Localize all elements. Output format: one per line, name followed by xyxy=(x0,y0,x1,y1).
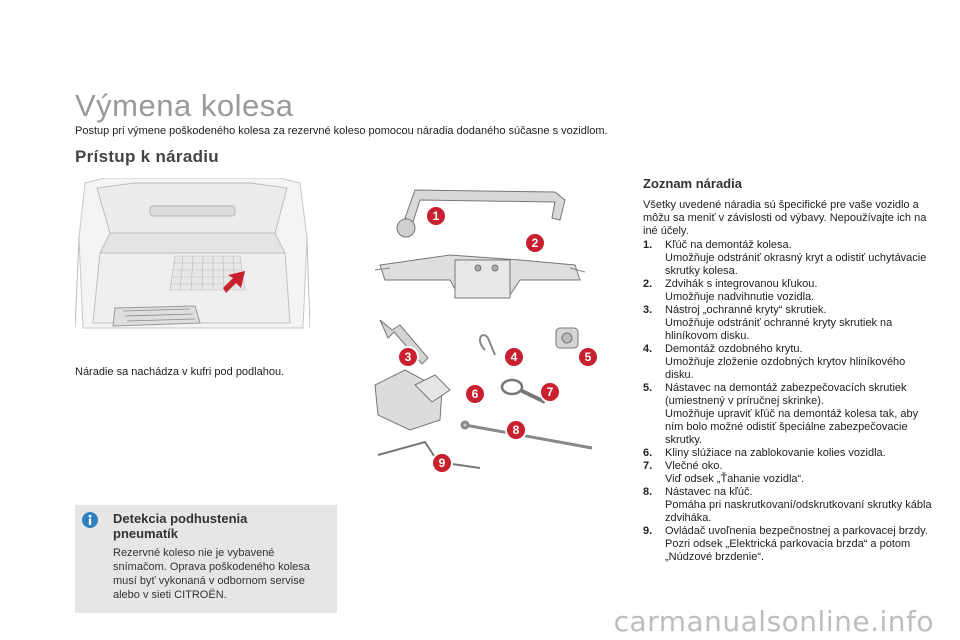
item-name: Kliny slúžiace na zablokovanie kolies vozidla. xyxy=(665,447,886,459)
callout-4 xyxy=(504,347,524,367)
trim-removal-tool-drawing xyxy=(480,335,495,355)
wheel-chocks-drawing xyxy=(375,370,450,430)
callout-1 xyxy=(426,206,446,226)
item-name: Demontáž ozdobného krytu. xyxy=(665,343,803,355)
tool-list xyxy=(643,239,933,564)
info-box-title: Detekcia podhustenia pneumatík xyxy=(113,511,248,541)
intro-text: Postup pri výmene poškodeného kolesa za rezervné koleso pomocou náradia dodaného súčasne s vozidlom. xyxy=(75,125,608,137)
item-desc: Umožňuje zloženie ozdobných krytov hliníkového disku. xyxy=(665,356,906,381)
callout-6-label: 6 xyxy=(471,387,479,401)
page-title: Výmena kolesa xyxy=(75,88,294,123)
jack-drawing xyxy=(375,255,585,298)
item-desc: Umožňuje odstrániť okrasný kryt a odistiť uchytávacie skrutky kolesa. xyxy=(665,252,927,277)
callout-4-label: 4 xyxy=(510,350,518,364)
brake-release-tool-drawing xyxy=(378,442,480,468)
item-number: 2. xyxy=(643,278,653,290)
tool-list-intro: Všetky uvedené náradia sú špecifické pre vaše vozidlo a môžu sa meniť v závislosti od výbavy. Nepoužívajte ich na iné účely. xyxy=(643,199,927,237)
item-name: Nástavec na kľúč. xyxy=(665,486,753,498)
callout-8 xyxy=(506,420,526,440)
callout-5 xyxy=(578,347,598,367)
list-item xyxy=(643,239,933,278)
item-name: Nástavec na demontáž zabezpečovacích skrutiek (umiestnený v príručnej skrinke). xyxy=(665,382,907,407)
callout-3-label: 3 xyxy=(404,350,412,364)
trunk-illustration xyxy=(75,178,310,340)
item-name: Ovládač uvoľnenia bezpečnostnej a parkovacej brzdy. xyxy=(665,525,928,537)
list-item xyxy=(643,304,933,343)
wheel-wrench-drawing xyxy=(397,190,565,237)
callout-7 xyxy=(540,382,560,402)
tool-list-heading: Zoznam náradia xyxy=(643,176,742,191)
item-desc: Pomáha pri naskrutkovaní/odskrutkovaní skrutky kábla zdviháka. xyxy=(665,499,932,524)
item-name: Zdvihák s integrovanou kľukou. xyxy=(665,278,818,290)
list-item xyxy=(643,525,933,564)
item-name: Nástroj „ochranné kryty“ skrutiek. xyxy=(665,304,827,316)
callout-5-label: 5 xyxy=(584,350,592,364)
callout-6 xyxy=(465,384,485,404)
list-item xyxy=(643,447,933,460)
list-item xyxy=(643,343,933,382)
callout-9 xyxy=(432,453,452,473)
callout-2-label: 2 xyxy=(531,236,539,250)
callout-8-label: 8 xyxy=(512,423,520,437)
info-icon xyxy=(82,512,98,528)
item-name: Kľúč na demontáž kolesa. xyxy=(665,239,792,251)
list-item xyxy=(643,382,933,447)
item-desc: Pozri odsek „Elektrická parkovacia brzda“ a potom „Núdzové brzdenie“. xyxy=(665,538,911,563)
item-number: 6. xyxy=(643,447,653,459)
item-desc: Viď odsek „Ťahanie vozidla“. xyxy=(665,473,805,485)
callout-3 xyxy=(398,347,418,367)
trunk-caption: Náradie sa nachádza v kufri pod podlahou. xyxy=(75,366,285,378)
callout-1-label: 1 xyxy=(432,209,440,223)
item-name: Vlečné oko. xyxy=(665,460,723,472)
info-box-text: Rezervné koleso nie je vybavené snímačom. Oprava poškodeného kolesa musí byť vykonaná v odbornom servise alebo v sieti CITROËN. xyxy=(113,547,310,601)
item-number: 9. xyxy=(643,525,653,537)
item-number: 8. xyxy=(643,486,653,498)
section-heading: Prístup k náradiu xyxy=(75,147,219,166)
list-item xyxy=(643,460,933,486)
watermark: carmanualsonline.info xyxy=(613,605,934,638)
list-item xyxy=(643,486,933,525)
item-number: 7. xyxy=(643,460,653,472)
extension-bar-drawing xyxy=(462,422,592,448)
callout-7-label: 7 xyxy=(546,385,554,399)
list-item xyxy=(643,278,933,304)
item-desc: Umožňuje odstrániť ochranné kryty skrutiek na hliníkovom disku. xyxy=(665,317,893,342)
anti-theft-adapter-drawing xyxy=(556,328,578,348)
item-desc: Umožňuje upraviť kľúč na demontáž kolesa tak, aby ním bolo možné odistiť špeciálne zabezpečovacie skrutky. xyxy=(665,408,919,446)
item-number: 1. xyxy=(643,239,653,251)
tools-illustration xyxy=(370,180,620,480)
towing-eye-drawing xyxy=(502,380,545,402)
callout-9-label: 9 xyxy=(438,456,446,470)
item-number: 4. xyxy=(643,343,653,355)
item-desc: Umožňuje nadvihnutie vozidla. xyxy=(665,291,815,303)
item-number: 3. xyxy=(643,304,653,316)
callout-2 xyxy=(525,233,545,253)
item-number: 5. xyxy=(643,382,653,394)
